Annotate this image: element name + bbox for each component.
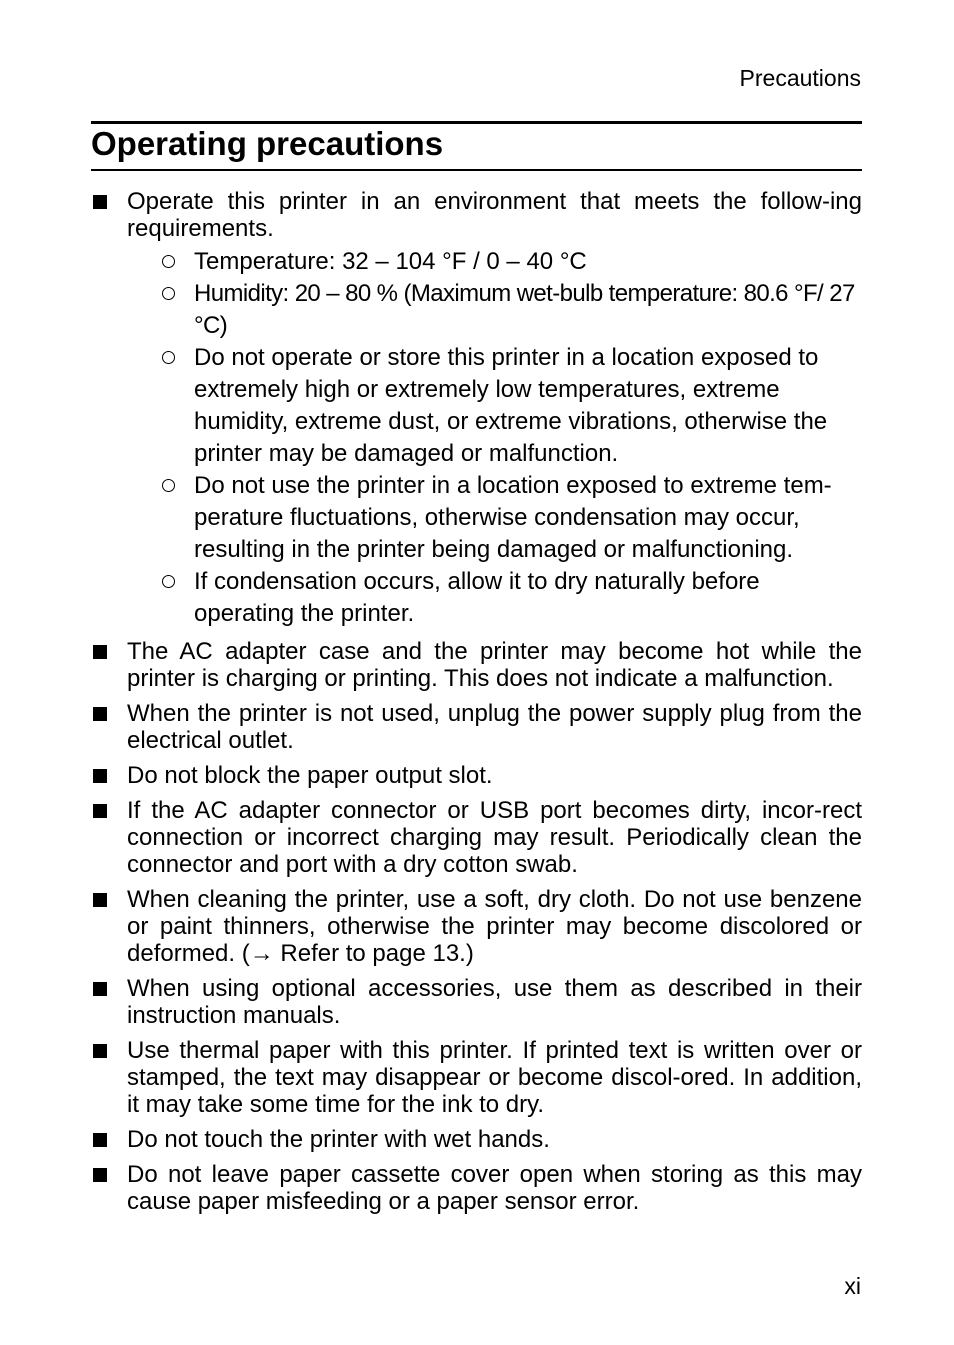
sub-list-item bbox=[127, 342, 862, 470]
sub-list-item bbox=[127, 278, 862, 342]
page-title: Operating precautions bbox=[91, 125, 444, 162]
circle-bullet-icon bbox=[162, 575, 175, 588]
list-item bbox=[91, 1161, 862, 1215]
sub-list-item bbox=[127, 566, 862, 630]
running-head: Precautions bbox=[739, 65, 861, 91]
list-item bbox=[91, 188, 862, 630]
list-item bbox=[91, 762, 862, 789]
square-bullet-icon bbox=[93, 195, 107, 209]
list-item bbox=[91, 886, 862, 967]
circle-bullet-icon bbox=[162, 479, 175, 492]
square-bullet-icon bbox=[93, 645, 107, 659]
square-bullet-icon bbox=[93, 893, 107, 907]
sub-list-item-text: Humidity: 20 – 80 % (Maximum wet-bulb temperature: 80.6 °F/ 27 °C) bbox=[194, 280, 855, 339]
list-item-text: Do not touch the printer with wet hands. bbox=[127, 1126, 550, 1153]
circle-bullet-icon bbox=[162, 287, 175, 300]
list-item-text: Use thermal paper with this printer. If printed text is written over or stamped, the text may disappear or become discol-ored. In addition, it may take some time for the ink to dry. bbox=[127, 1037, 862, 1118]
square-bullet-icon bbox=[93, 1133, 107, 1147]
list-item bbox=[91, 1037, 862, 1118]
square-bullet-icon bbox=[93, 1168, 107, 1182]
square-bullet-icon bbox=[93, 1044, 107, 1058]
list-item-text: When the printer is not used, unplug the power supply plug from the electrical outlet. bbox=[127, 700, 862, 754]
list-item bbox=[91, 1126, 862, 1153]
page-number: xi bbox=[844, 1273, 861, 1299]
sub-list-item bbox=[127, 246, 862, 278]
sub-list-item-text: If condensation occurs, allow it to dry naturally before operating the printer. bbox=[194, 568, 760, 627]
square-bullet-icon bbox=[93, 804, 107, 818]
square-bullet-icon bbox=[93, 769, 107, 783]
square-bullet-icon bbox=[93, 982, 107, 996]
square-bullet-icon bbox=[93, 707, 107, 721]
environment-requirements-list bbox=[127, 246, 862, 630]
list-item bbox=[91, 797, 862, 878]
sub-list-item-text: Do not operate or store this printer in a location exposed to extremely high or extremely low temperatures, extreme humidity, extreme dust, or extreme vibrations, otherwise the printer may be damaged or malfunction. bbox=[194, 344, 828, 467]
list-item-text: When cleaning the printer, use a soft, dry cloth. Do not use benzene or paint thinners, otherwise the printer may become discolored or deformed. (→ Refer to page 13.) bbox=[127, 886, 862, 967]
list-item-text: Do not leave paper cassette cover open when storing as this may cause paper misfeeding or a paper sensor error. bbox=[127, 1161, 862, 1215]
list-item-text: If the AC adapter connector or USB port becomes dirty, incor-rect connection or incorrect charging may result. Periodically clean the connector and port with a dry cotton swab. bbox=[127, 797, 862, 878]
list-item bbox=[91, 975, 862, 1029]
sub-list-item-text: Do not use the printer in a location exposed to extreme tem-perature fluctuations, otherwise condensation may occur, resulting in the printer being damaged or malfunctioning. bbox=[194, 472, 832, 563]
list-item-text: Operate this printer in an environment that meets the follow-ing requirements. bbox=[127, 188, 862, 242]
list-item bbox=[91, 700, 862, 754]
list-item-text: When using optional accessories, use them as described in their instruction manuals. bbox=[127, 975, 862, 1029]
list-item-text: Do not block the paper output slot. bbox=[127, 762, 493, 789]
circle-bullet-icon bbox=[162, 255, 175, 268]
list-item bbox=[91, 638, 862, 692]
sub-list-item bbox=[127, 470, 862, 566]
title-rule-bottom bbox=[91, 169, 862, 171]
list-item-text: The AC adapter case and the printer may become hot while the printer is charging or printing. This does not indicate a malfunction. bbox=[127, 638, 862, 692]
circle-bullet-icon bbox=[162, 351, 175, 364]
sub-list-item-text: Temperature: 32 – 104 °F / 0 – 40 °C bbox=[194, 248, 587, 275]
precautions-list bbox=[91, 188, 862, 1223]
